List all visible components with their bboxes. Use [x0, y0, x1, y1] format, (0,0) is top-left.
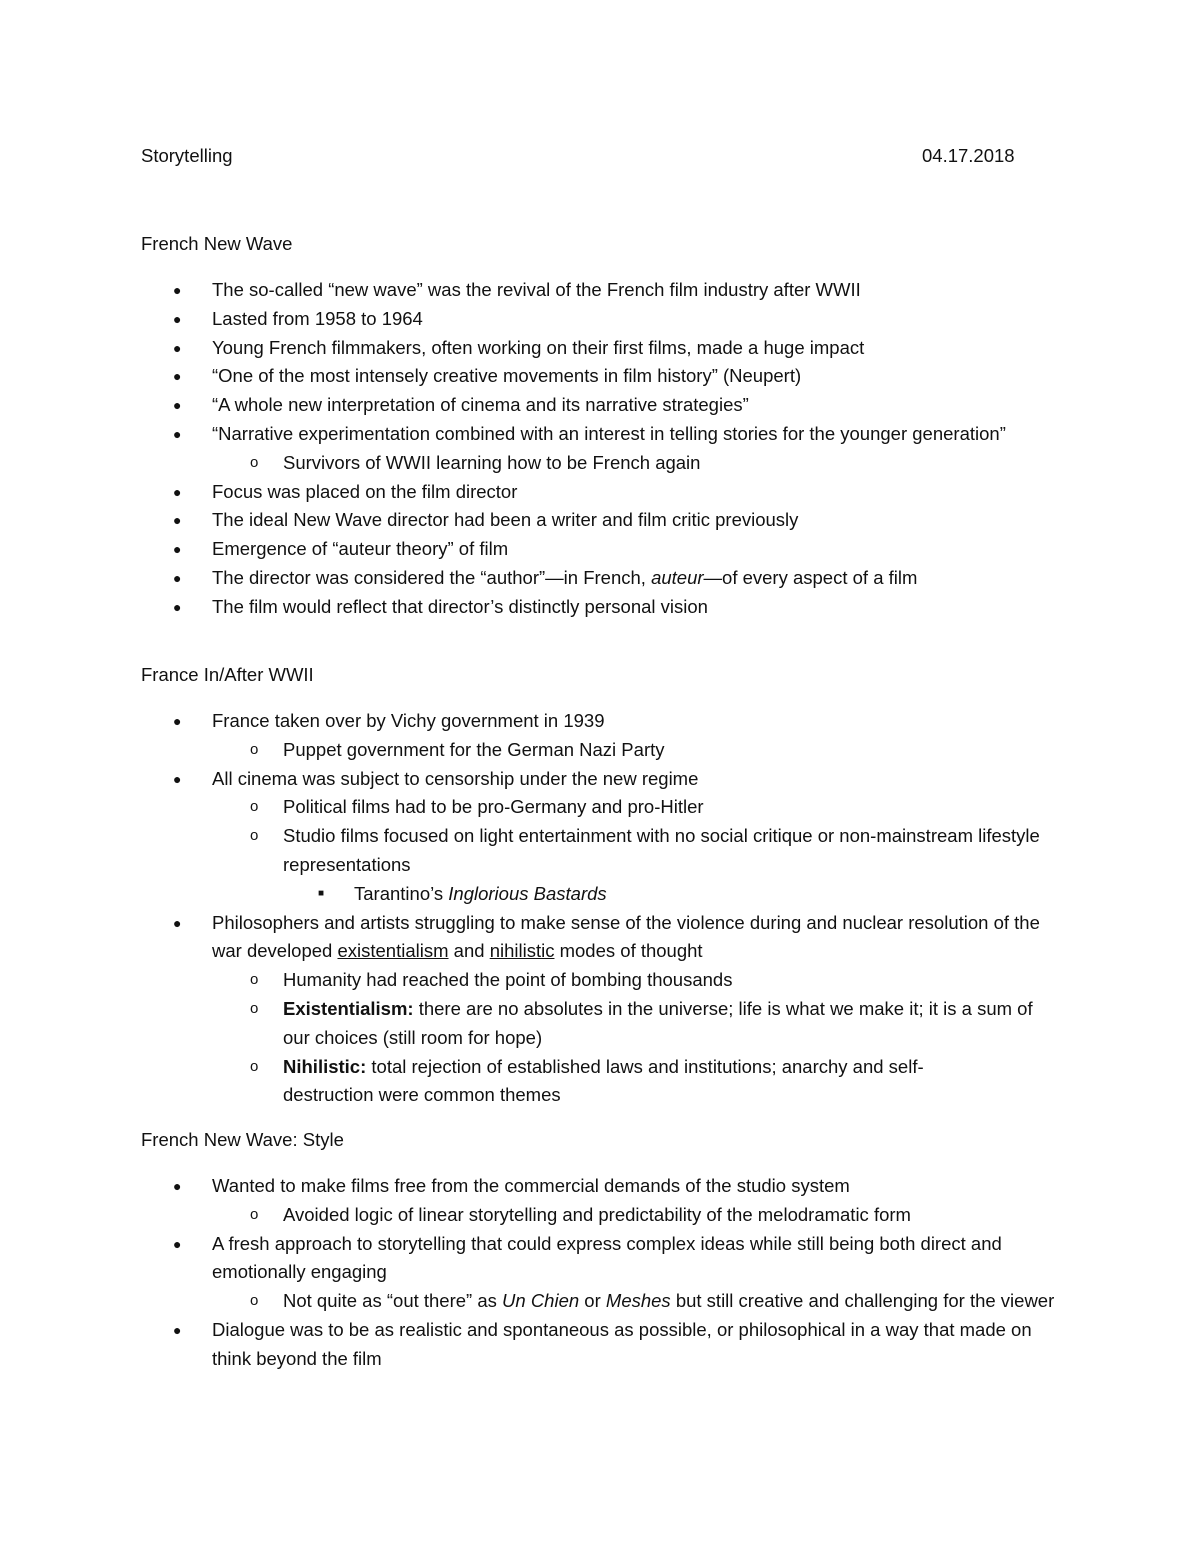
list-item	[141, 535, 1061, 564]
underlined-term: nihilistic	[489, 940, 555, 962]
list-item	[141, 305, 1061, 334]
bullet-icon: ●	[173, 483, 182, 500]
section-french-new-wave-style	[141, 1128, 1061, 1374]
sub-list-item	[141, 822, 1061, 880]
italic-title: Meshes	[605, 1290, 671, 1312]
circle-bullet-icon: o	[250, 1057, 259, 1075]
list-item-text: modes of thought	[554, 940, 703, 962]
list-item-text: but still creative and challenging for the viewer	[670, 1290, 1055, 1312]
list-item-text: The film would reflect that director’s distinctly personal vision	[212, 595, 708, 617]
list-item-text: Humanity had reached the point of bombing thousands	[283, 969, 733, 991]
list-item	[141, 593, 1061, 622]
list-item-text: Avoided logic of linear storytelling and predictability of the melodramatic form	[283, 1203, 911, 1225]
italic-term: auteur	[651, 566, 704, 588]
bullet-list	[141, 707, 1061, 1110]
italic-title: Un Chien	[502, 1290, 580, 1312]
sub-sub-list-item	[141, 880, 1061, 909]
circle-bullet-icon: o	[250, 1205, 259, 1223]
list-item	[141, 362, 1061, 391]
document-title: Storytelling	[141, 145, 233, 166]
bullet-icon: ●	[173, 425, 182, 442]
list-item-text: “Narrative experimentation combined with an interest in telling stories for the younger generation”	[212, 422, 1006, 444]
document-date: 04.17.2018	[922, 145, 1015, 166]
italic-title: Inglorious Bastards	[448, 882, 607, 904]
sub-list-item	[141, 449, 1061, 478]
bullet-list	[141, 1172, 1061, 1374]
bullet-icon: ●	[173, 339, 182, 356]
list-item-text: A fresh approach to storytelling that could express complex ideas while still being both direct and emotionally engaging	[212, 1232, 1002, 1283]
list-item-text: The so-called “new wave” was the revival of the French film industry after WWII	[212, 279, 861, 300]
section-heading: France In/After WWII	[141, 664, 314, 685]
list-item-text: Emergence of “auteur theory” of film	[212, 538, 509, 560]
list-item-text: “A whole new interpretation of cinema and its narrative strategies”	[212, 394, 749, 416]
bold-term: Existentialism:	[283, 997, 414, 1019]
list-item-text: Young French filmmakers, often working on their first films, made a huge impact	[212, 336, 865, 358]
square-bullet-icon: ■	[318, 887, 325, 899]
bullet-list	[141, 276, 1061, 622]
list-item	[141, 1172, 1061, 1201]
list-item	[141, 564, 1061, 593]
bullet-icon: ●	[173, 569, 182, 586]
list-item-text: Dialogue was to be as realistic and spontaneous as possible, or philosophical in a way that made on think beyond the film	[212, 1318, 1032, 1369]
circle-bullet-icon: o	[250, 1292, 259, 1310]
bullet-icon: ●	[173, 1321, 182, 1338]
list-item-text: The director was considered the “author”—in French,	[212, 566, 652, 588]
underlined-term: existentialism	[337, 940, 449, 962]
list-item-text: “One of the most intensely creative movements in film history” (Neupert)	[212, 365, 802, 387]
section-france-in-after-wwii	[141, 663, 1061, 1110]
list-item-text: Philosophers and artists struggling to make sense of the violence during and nuclear resolution of the war developed	[212, 911, 1040, 962]
bullet-icon: ●	[173, 397, 182, 414]
bullet-icon: ●	[173, 914, 182, 931]
circle-bullet-icon: o	[250, 827, 259, 845]
sub-list-item	[141, 1287, 1061, 1316]
bullet-icon: ●	[173, 598, 182, 615]
sub-list-item	[141, 1053, 1061, 1111]
list-item	[141, 765, 1061, 794]
list-item	[141, 478, 1061, 507]
bullet-icon: ●	[173, 541, 182, 558]
sub-list-item	[141, 966, 1061, 995]
circle-bullet-icon: o	[250, 971, 259, 989]
bullet-icon: ●	[173, 512, 182, 529]
list-item-text: Puppet government for the German Nazi Party	[283, 738, 665, 760]
list-item	[141, 334, 1061, 363]
circle-bullet-icon: o	[250, 999, 259, 1017]
list-item	[141, 276, 1061, 305]
list-item	[141, 909, 1061, 967]
list-item-text: or	[579, 1290, 606, 1312]
list-item	[141, 1316, 1061, 1374]
list-item-text: Survivors of WWII learning how to be French again	[283, 451, 701, 473]
section-french-new-wave	[141, 232, 1061, 622]
sub-list-item	[141, 736, 1061, 765]
list-item-text: Lasted from 1958 to 1964	[212, 307, 423, 329]
bullet-icon: ●	[173, 1178, 182, 1194]
list-item-text: The ideal New Wave director had been a writer and film critic previously	[212, 509, 799, 531]
list-item-text: Studio films focused on light entertainment with no social critique or non-mainstream lifestyle representations	[283, 825, 1040, 875]
list-item-text: Not quite as “out there” as	[283, 1290, 503, 1312]
bold-term: Nihilistic:	[283, 1055, 367, 1077]
list-item	[141, 1230, 1061, 1288]
sub-list-item	[141, 995, 1061, 1053]
list-item	[141, 707, 1061, 736]
list-item-text: Political films had to be pro-Germany and pro-Hitler	[283, 796, 704, 818]
section-heading: French New Wave	[141, 233, 293, 254]
list-item-text: and	[448, 940, 490, 962]
list-item-text: Wanted to make films free from the commercial demands of the studio system	[212, 1175, 850, 1196]
list-item-text: —of every aspect of a film	[703, 566, 918, 588]
circle-bullet-icon: o	[250, 798, 259, 816]
bullet-icon: ●	[173, 770, 182, 787]
list-item-text: Focus was placed on the film director	[212, 480, 518, 502]
list-item-text: Tarantino’s	[354, 882, 449, 904]
list-item-text: France taken over by Vichy government in 1939	[212, 710, 605, 731]
list-item	[141, 506, 1061, 535]
circle-bullet-icon: o	[250, 740, 259, 758]
bullet-icon: ●	[173, 713, 182, 729]
list-item	[141, 391, 1061, 420]
list-item	[141, 420, 1061, 449]
list-item-text: All cinema was subject to censorship under the new regime	[212, 767, 699, 789]
circle-bullet-icon: o	[250, 453, 259, 471]
list-item-text: total rejection of established laws and institutions; anarchy and self-destruction were common themes	[283, 1055, 924, 1106]
bullet-icon: ●	[173, 368, 182, 385]
sub-list-item	[141, 793, 1061, 822]
list-item-text: there are no absolutes in the universe; life is what we make it; it is a sum of our choices (still room for hope)	[283, 997, 1033, 1048]
bullet-icon: ●	[173, 282, 182, 298]
sub-list-item	[141, 1201, 1061, 1230]
section-heading: French New Wave: Style	[141, 1129, 344, 1150]
bullet-icon: ●	[173, 310, 182, 327]
bullet-icon: ●	[173, 1235, 182, 1252]
